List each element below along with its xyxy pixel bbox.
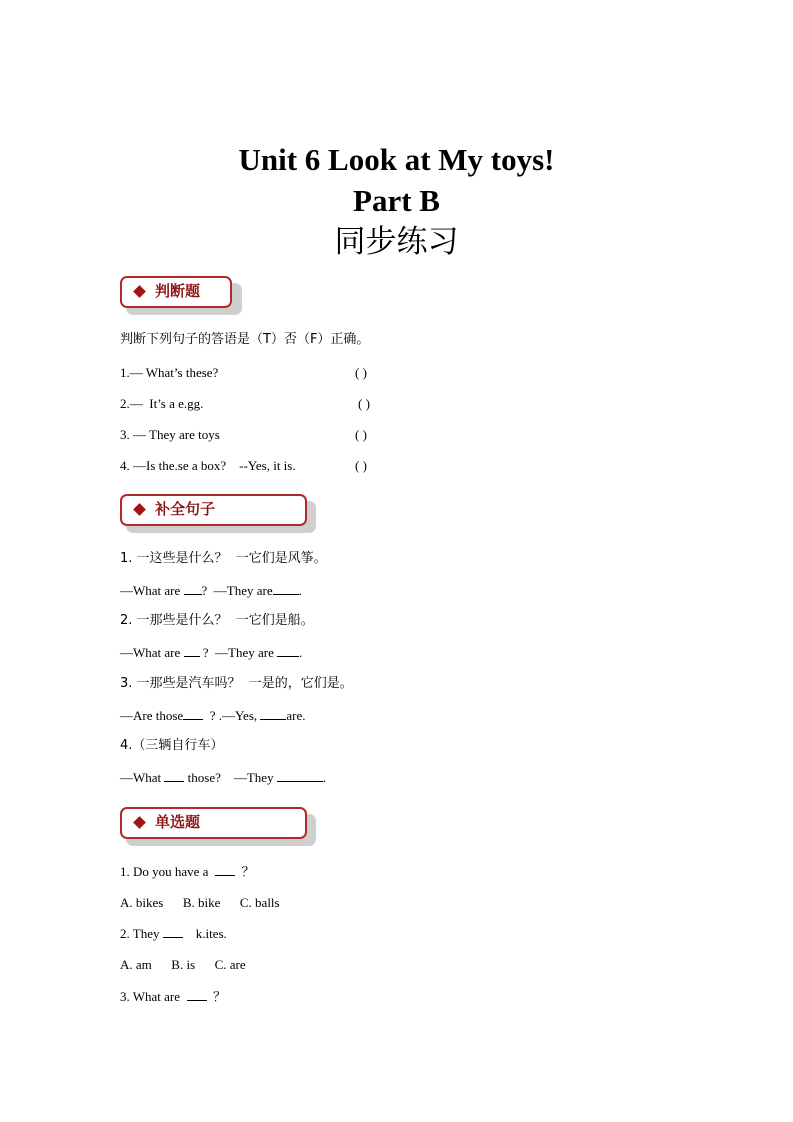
blank[interactable] [215, 863, 235, 876]
blank[interactable] [277, 644, 299, 657]
fill-answer-4: —What those? —They . [120, 770, 327, 785]
section-header-complete-sentences [120, 494, 320, 530]
answer-paren-2: ( ) [358, 396, 370, 411]
choice-question-3: 3. What are ？ [120, 989, 227, 1004]
answer-paren-3: ( ) [355, 427, 367, 442]
answer-paren-1: ( ) [355, 365, 367, 380]
section-label: 单选题 [155, 813, 201, 831]
fill-answer-3: —Are those ? .—Yes, are. [120, 708, 306, 723]
tf-item-4: 4. —Is the.se a box? --Yes, it is. [120, 458, 296, 473]
choice-question-2: 2. They k.ites. [120, 926, 227, 941]
instruction: 判断下列句子的答语是（T）否（F）正确。 [120, 332, 370, 347]
fill-question-3: 3. 一那些是汽车吗？ 一是的，它们是。 [120, 676, 353, 691]
fill-question-2: 2. 一那些是什么？ 一它们是船。 [120, 613, 314, 628]
title-line-1: Unit 6 Look at My toys! [238, 142, 555, 177]
fill-answer-1: —What are ? —They are . [120, 583, 302, 598]
fill-question-4: 4.（三辆自行车） [120, 738, 224, 753]
blank[interactable] [277, 769, 323, 782]
choice-options-2: A. am B. is C. are [120, 957, 246, 972]
tf-item-3: 3. — They are toys [120, 427, 220, 442]
tf-item-1: 1.— What’s these? [120, 365, 219, 380]
section-label: 判断题 [155, 282, 201, 300]
blank[interactable] [273, 582, 299, 595]
choice-question-1: 1. Do you have a ？ [120, 864, 255, 879]
choice-options-1: A. bikes B. bike C. balls [120, 895, 280, 910]
blank[interactable] [183, 707, 203, 720]
title-line-2: Part B [353, 183, 440, 218]
blank[interactable] [164, 769, 184, 782]
answer-paren-4: ( ) [355, 458, 367, 473]
blank[interactable] [260, 707, 286, 720]
tf-item-2: 2.— It’s a e.gg. [120, 396, 204, 411]
blank[interactable] [187, 988, 207, 1001]
blank[interactable] [184, 644, 200, 657]
blank[interactable] [184, 582, 202, 595]
section-label: 补全句子 [155, 500, 216, 518]
section-header-single-choice [120, 807, 320, 843]
section-header-true-false [120, 276, 250, 312]
fill-question-1: 1. 一这些是什么？ 一它们是风筝。 [120, 551, 327, 566]
title-line-3: 同步练习 [334, 224, 459, 260]
fill-answer-2: —What are ? —They are . [120, 645, 303, 660]
blank[interactable] [163, 925, 183, 938]
